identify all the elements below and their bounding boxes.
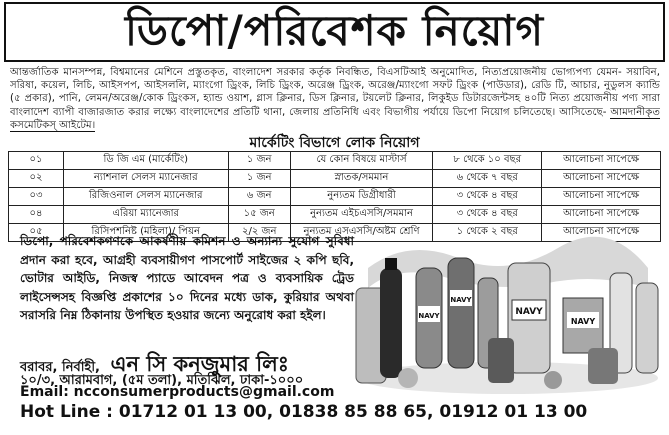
serial-cell: ০৩ (9, 188, 64, 206)
qualification-cell: স্নাতক/সমমান (290, 170, 432, 188)
addressee-label: বরাবর, নির্বাহী, (20, 360, 100, 375)
count-cell: ২/২ জন (228, 224, 290, 242)
table-row (9, 152, 661, 170)
dark-bottle (380, 268, 402, 378)
company-address: ১০/৩, আরামবাগ, (৫ম তলা), মতিঝিল, ঢাকা-১০০০ (20, 373, 304, 388)
email-line: Email: ncconsumerproducts@gmail.com (20, 384, 335, 400)
application-instructions: ডিপো, পরিবেশকগণকে আকর্ষণীয় কমিশন ও অন্যান্য সুযোগ সুবিধা প্রদান করা হবে, আগ্রহী ব্যবসায়ীগণ পাসপোর্ট সাইজের ২ কপি ছবি, ভোটার আইডি, নিজস্ব প্যাডে আবেদন পত্র ও ব্যবসায়িক ট্রেড লাইসেন্সসহ বিজ্ঞপ্তি প্রকাশের ১০ দিনের মধ্যে ডাক, কুরিয়ার অথবা সরাসরি নিম্ন ঠিকানায় উপস্থিত হওয়ার জন্যে অনুরোধ করা হইল। (20, 234, 354, 323)
water-bottle (636, 283, 658, 373)
post-cell: এরিয়া ম্যানেজার (63, 206, 228, 224)
experience-cell: ৬ থেকে ৭ বছর (433, 170, 542, 188)
fruit-shape (398, 368, 418, 388)
qualification-cell: নুন্যতম ডিগ্রীধারী (290, 188, 432, 206)
fruit-shape (544, 371, 562, 389)
serial-cell: ০১ (9, 152, 64, 170)
section-heading: মার্কেটিং বিভাগে লোক নিয়োগ (249, 135, 420, 151)
count-cell: ১৫ জন (228, 206, 290, 224)
experience-cell: ৮ থেকে ১০ বছর (433, 152, 542, 170)
company-name: এন সি কনজুমার লিঃ (110, 352, 290, 376)
experience-cell: ১ থেকে ২ বছর (433, 224, 542, 242)
post-cell: ডি জি এম (মার্কেটিং) (63, 152, 228, 170)
qualification-cell: নুন্যতম এসএসসি/অষ্টম শ্রেণি (290, 224, 432, 242)
brand-label: NAVY (418, 312, 440, 320)
table-row (9, 206, 661, 224)
headline: ডিপো/পরিবেশক নিয়োগ (4, 2, 665, 62)
intro-tail: আমদানীকৃত কসমেটিকস্ আইটেম। (10, 106, 660, 131)
salary-cell: আলোচনা সাপেক্ষে (542, 224, 661, 242)
bottle-cap (385, 258, 397, 270)
brand-label: NAVY (570, 317, 596, 326)
brand-label: NAVY (450, 296, 472, 304)
serial-cell: ০৪ (9, 206, 64, 224)
post-cell: ন্যাশনাল সেলস ম্যানেজার (63, 170, 228, 188)
table-row (9, 170, 661, 188)
experience-cell: ৩ থেকে ৪ বছর (433, 188, 542, 206)
juice-bottle (448, 258, 474, 368)
cleaner-bottle (488, 338, 514, 383)
salary-cell: আলোচনা সাপেক্ষে (542, 170, 661, 188)
hotline-line: Hot Line : 01712 01 13 00, 01838 85 88 65, 01912 01 13 00 (20, 402, 588, 422)
count-cell: ৬ জন (228, 188, 290, 206)
experience-cell: ৩ থেকে ৪ বছর (433, 206, 542, 224)
product-collage-image (348, 228, 666, 396)
serial-cell: ০২ (9, 170, 64, 188)
post-cell: রিজিওনাল সেলস ম্যানেজার (63, 188, 228, 206)
intro-text: আন্তর্জাতিক মানসম্পন্ন, বিশ্বমানের মেশিনে প্রস্তুতকৃত, বাংলাদেশ সরকার কর্তৃক নিবন্ধিত, বিএসটিআই অনুমোদিত, নিত্যপ্রয়োজনীয় ভোগ্যপণ্য যেমন- সয়াবিন, সরিষা, কয়েল, লিচি, আইসপপ, আইসললি, ম্যাংগো ড্রিংক, লিচি ড্রিংক, অরেঞ্জ ড্রিংক, অরেঞ্জ/ম্যাংগো সফট ড্রিংক (পাউডার), রেডি টি, আচার, নুডুলস ক্যান্ডি (৫ প্রকার), পানি, লেমন/অরেঞ্জ/কোক ড্রিংকস, হ্যান্ড ওয়াশ, গ্লাস ক্লিনার, ডিস ক্লিনার, টয়লেট ক্লিনার, লিকুইড ডিটারজেন্টসহ ৪০টি নিত্য প্রয়োজনীয় পণ্য সারা বাংলাদেশ ব্যাপী বাজারজাত করার লক্ষ্যে বাংলাদেশের প্রতিটি থানা, জেলায় প্রতিনিধি এবং বিভাগীয় পর্যায়ে ডিপো নিয়োগ চলিতেছে। আসিতেছে- (10, 67, 660, 118)
count-cell: ১ জন (228, 170, 290, 188)
brand-label: NAVY (515, 307, 543, 317)
salary-cell: আলোচনা সাপেক্ষে (542, 188, 661, 206)
salary-cell: আলোচনা সাপেক্ষে (542, 206, 661, 224)
serial-cell: ০৫ (9, 224, 64, 242)
qualification-cell: নুন্যতম এইচএসসি/সমমান (290, 206, 432, 224)
count-cell: ১ জন (228, 152, 290, 170)
post-cell: রিসিপশনিষ্ট (মহিলা)/ পিয়ন (63, 224, 228, 242)
table-row (9, 188, 661, 206)
intro-paragraph (10, 66, 660, 132)
salary-cell: আলোচনা সাপেক্ষে (542, 152, 661, 170)
cleaner-bottle (588, 348, 618, 384)
qualification-cell: যে কোন বিষয়ে মাস্টার্স (290, 152, 432, 170)
